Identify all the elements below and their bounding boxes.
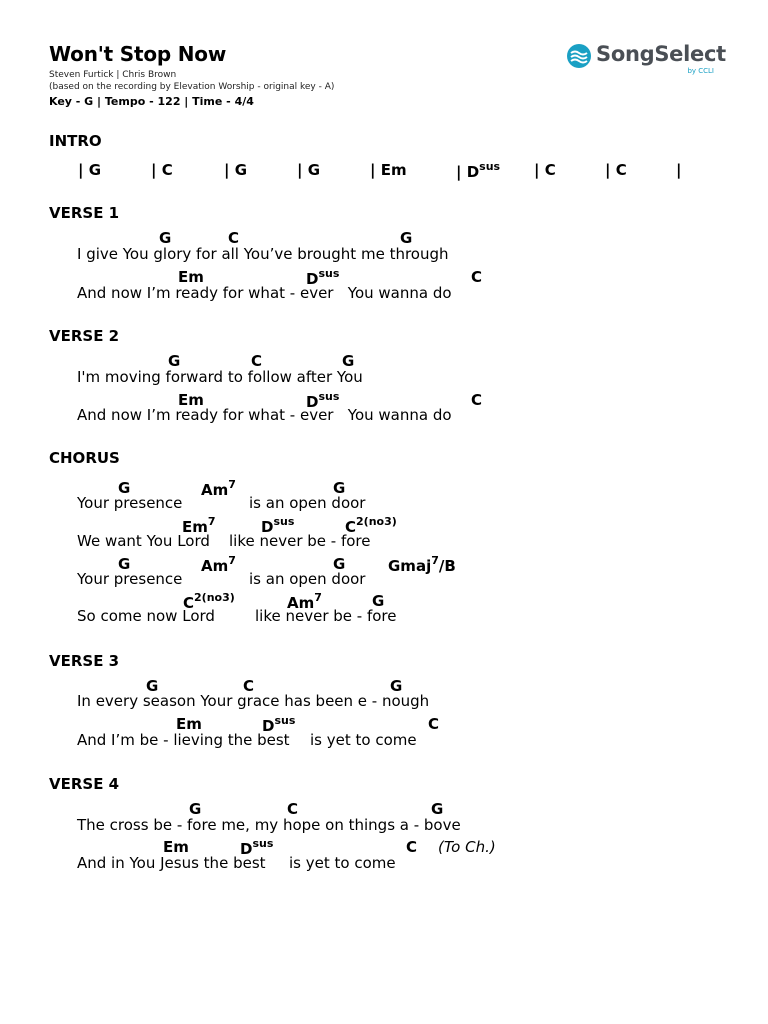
intro-bar: | Em — [370, 161, 407, 179]
chord: G — [118, 555, 131, 573]
chord: G — [390, 677, 403, 695]
songselect-logo-icon — [566, 43, 592, 69]
intro-bar: | G — [78, 161, 102, 179]
chord: Em — [178, 268, 204, 286]
section-verse-2: VERSE 2 — [49, 327, 120, 345]
section-verse-1: VERSE 1 — [49, 204, 120, 222]
intro-bar: | — [676, 161, 682, 179]
lyric-line: And I’m be - lieving the best — [77, 731, 290, 749]
chord: G — [342, 352, 355, 370]
chord: Am$^7$ — [201, 478, 236, 499]
intro-bar: | G — [224, 161, 248, 179]
chord: G — [159, 229, 172, 247]
lyric-line: I give You glory for all You’ve brought me through — [77, 245, 449, 263]
lyric-line: The cross be - fore me, my hope on things a - bove — [77, 816, 461, 834]
intro-bar: | G — [297, 161, 321, 179]
chord: C — [406, 838, 418, 856]
chord: G — [168, 352, 181, 370]
chord: $D^{sus}$ — [262, 714, 296, 735]
lyric-line: So come now Lord — [77, 607, 215, 625]
chord: Em$^7$ — [182, 515, 216, 536]
chord: G — [333, 555, 346, 573]
chord: $D^{sus}$ — [306, 267, 340, 288]
lyric-line: like never be - fore — [229, 532, 371, 550]
chord: C — [428, 715, 440, 733]
lyric-line: is an open door — [249, 494, 366, 512]
chord: Em — [163, 838, 189, 856]
song-title: Won't Stop Now — [49, 42, 227, 66]
chord: C — [287, 800, 299, 818]
lyric-line: And in You Jesus the best — [77, 854, 266, 872]
section-intro: INTRO — [49, 132, 102, 150]
intro-bar: | C — [151, 161, 173, 179]
section-verse-4: VERSE 4 — [49, 775, 120, 793]
chord: $D^{sus}$ — [240, 837, 274, 858]
intro-bar: | C — [605, 161, 627, 179]
chord: $C^{2(no3)}$ — [345, 515, 397, 536]
chord: G — [431, 800, 444, 818]
chord: Am$^7$ — [287, 591, 322, 612]
lyric-line: is yet to come — [310, 731, 417, 749]
chord: C — [228, 229, 240, 247]
chord: $D^{sus}$ — [306, 390, 340, 411]
lyric-line: Your presence — [77, 494, 183, 512]
section-verse-3: VERSE 3 — [49, 652, 120, 670]
logo-tagline: by CCLI — [687, 67, 714, 75]
lyric-line: In every season Your grace has been e - nough — [77, 692, 430, 710]
lyric-line: We want You Lord — [77, 532, 210, 550]
chord: Am$^7$ — [201, 554, 236, 575]
chord: Gmaj$^7$/B — [388, 554, 456, 575]
lyric-line: is an open door — [249, 570, 366, 588]
intro-bar: | $D^{sus}$ — [456, 160, 501, 181]
chord: Em — [176, 715, 202, 733]
to-chorus-note: (To Ch.) — [438, 838, 496, 856]
chord: C — [471, 268, 483, 286]
logo-wordmark: SongSelect — [596, 42, 726, 66]
key-tempo-time: Key - G | Tempo - 122 | Time - 4/4 — [49, 95, 254, 108]
chord: G — [189, 800, 202, 818]
lyric-line: And now I’m ready for what - ever You wanna do — [77, 406, 452, 424]
chord: C — [251, 352, 263, 370]
chord: G — [372, 592, 385, 610]
chord: $D^{sus}$ — [261, 515, 295, 536]
chord: G — [146, 677, 159, 695]
lyric-line: And now I’m ready for what - ever You wanna do — [77, 284, 452, 302]
chord: G — [118, 479, 131, 497]
lyric-line: I'm moving forward to follow after You — [77, 368, 363, 386]
section-chorus: CHORUS — [49, 449, 120, 467]
chord: G — [400, 229, 413, 247]
recording-note: (based on the recording by Elevation Worship - original key - A) — [49, 82, 335, 92]
intro-bar: | C — [534, 161, 556, 179]
chord: $C^{2(no3)}$ — [183, 591, 235, 612]
lyric-line: is yet to come — [289, 854, 396, 872]
chord: C — [471, 391, 483, 409]
chord: G — [333, 479, 346, 497]
lyric-line: Your presence — [77, 570, 183, 588]
lyric-line: like never be - fore — [255, 607, 397, 625]
chord: Em — [178, 391, 204, 409]
song-authors: Steven Furtick | Chris Brown — [49, 70, 177, 80]
songselect-logo — [566, 40, 726, 76]
chord: C — [243, 677, 255, 695]
